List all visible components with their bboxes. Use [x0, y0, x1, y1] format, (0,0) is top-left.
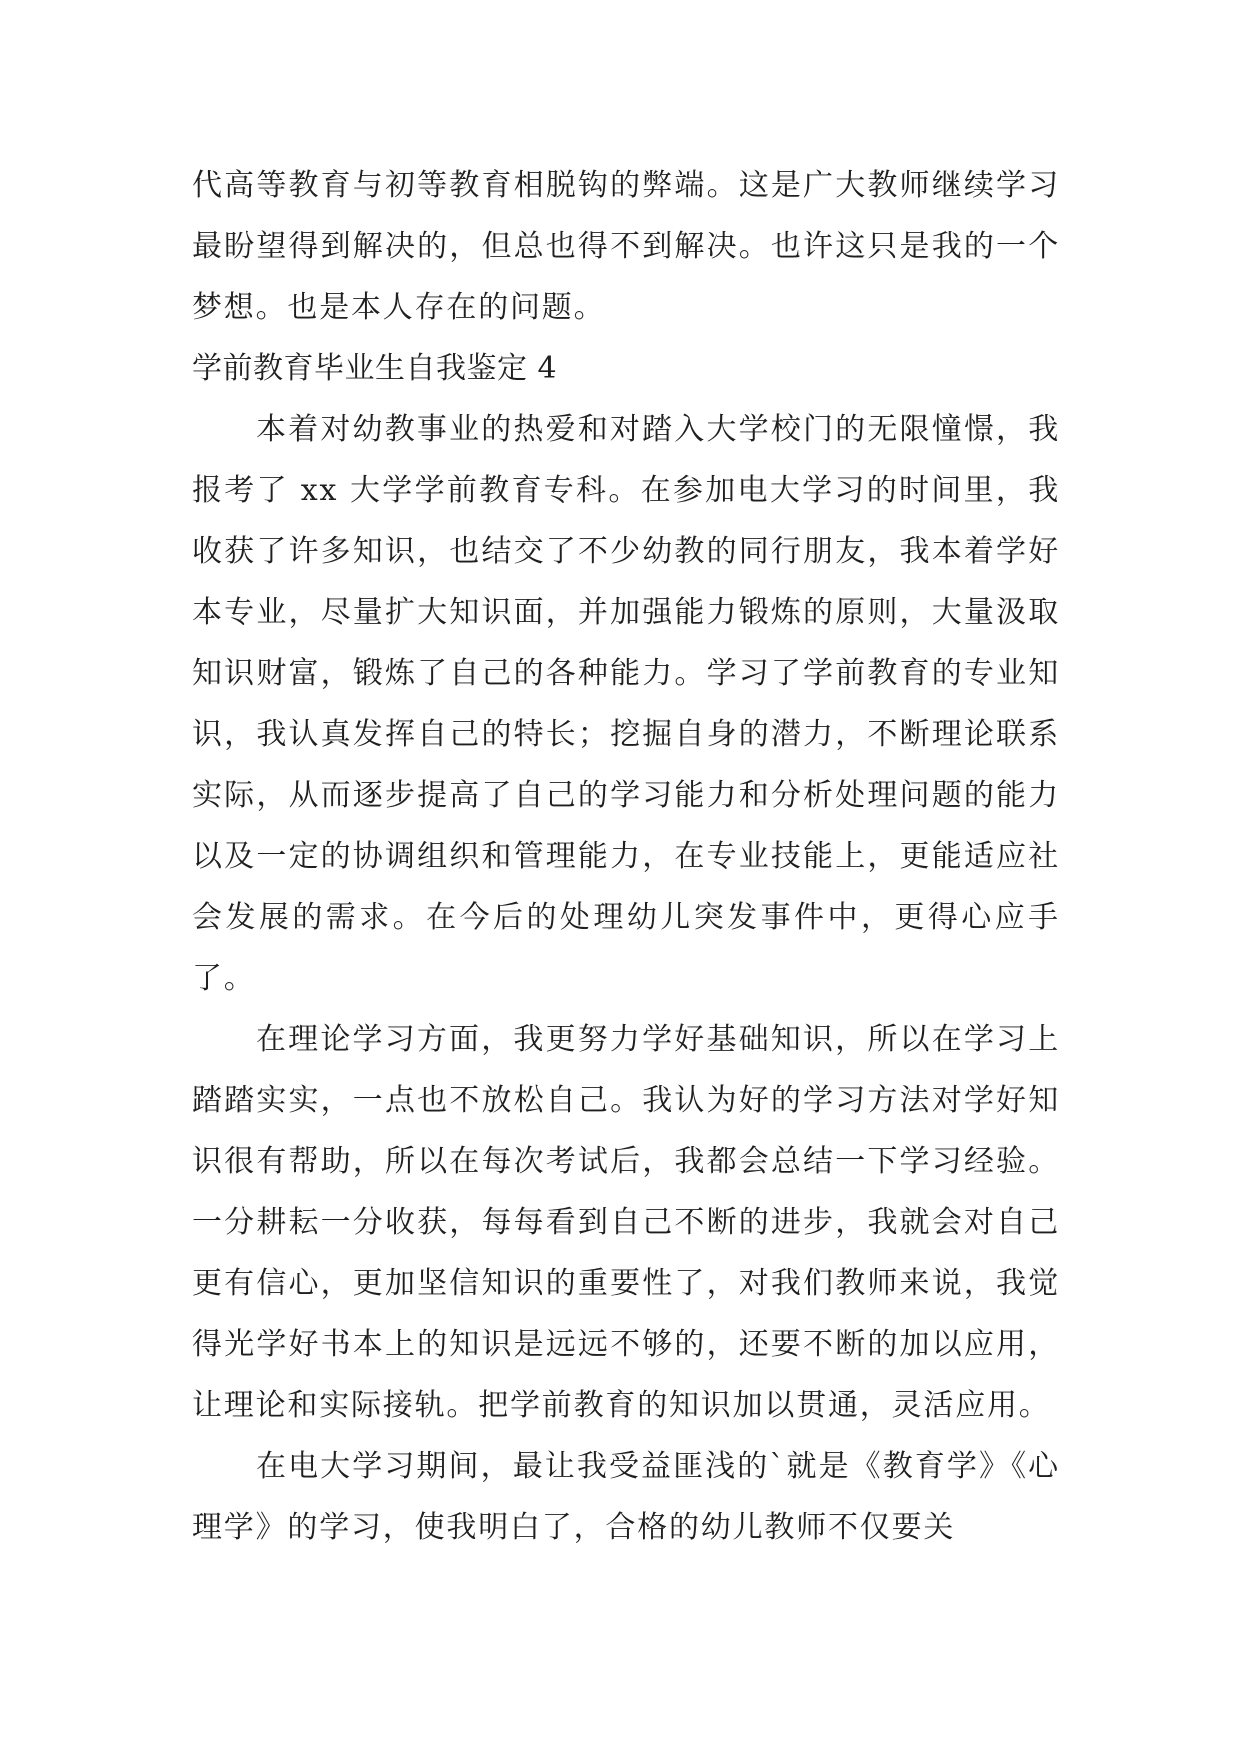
intro-paragraph: 代高等教育与初等教育相脱钩的弊端。这是广大教师继续学习最盼望得到解决的，但总也得不到解决。也许这只是我的一个梦想。也是本人存在的问题。 [192, 168, 1060, 325]
section-heading: 学前教育毕业生自我鉴定 4 [192, 351, 558, 386]
body-paragraph-1: 本着对幼教事业的热爱和对踏入大学校门的无限憧憬，我报考了 xx 大学学前教育专科。在参加电大学习的时间里，我收获了许多知识，也结交了不少幼教的同行朋友，我本着学好本专业，尽量扩大知识面，并加强能力锻炼的原则，大量汲取知识财富，锻炼了自己的各种能力。学习了学前教育的专业知识，我认真发挥自己的特长；挖掘自身的潜力，不断理论联系实际，从而逐步提高了自己的学习能力和分析处理问题的能力以及一定的协调组织和管理能力，在专业技能上，更能适应社会发展的需求。在今后的处理幼儿突发事件中，更得心应手了。 [192, 412, 1060, 996]
body-paragraph-3: 在电大学习期间，最让我受益匪浅的`就是《教育学》《心理学》的学习，使我明白了，合格的幼儿教师不仅要关 [192, 1449, 1060, 1545]
body-paragraph-2: 在理论学习方面，我更努力学好基础知识，所以在学习上踏踏实实，一点也不放松自己。我认为好的学习方法对学好知识很有帮助，所以在每次考试后，我都会总结一下学习经验。一分耕耘一分收获，每每看到自己不断的进步，我就会对自己更有信心，更加坚信知识的重要性了，对我们教师来说，我觉得光学好书本上的知识是远远不够的，还要不断的加以应用，让理论和实际接轨。把学前教育的知识加以贯通，灵活应用。 [192, 1022, 1060, 1423]
document-body [192, 155, 1060, 1558]
